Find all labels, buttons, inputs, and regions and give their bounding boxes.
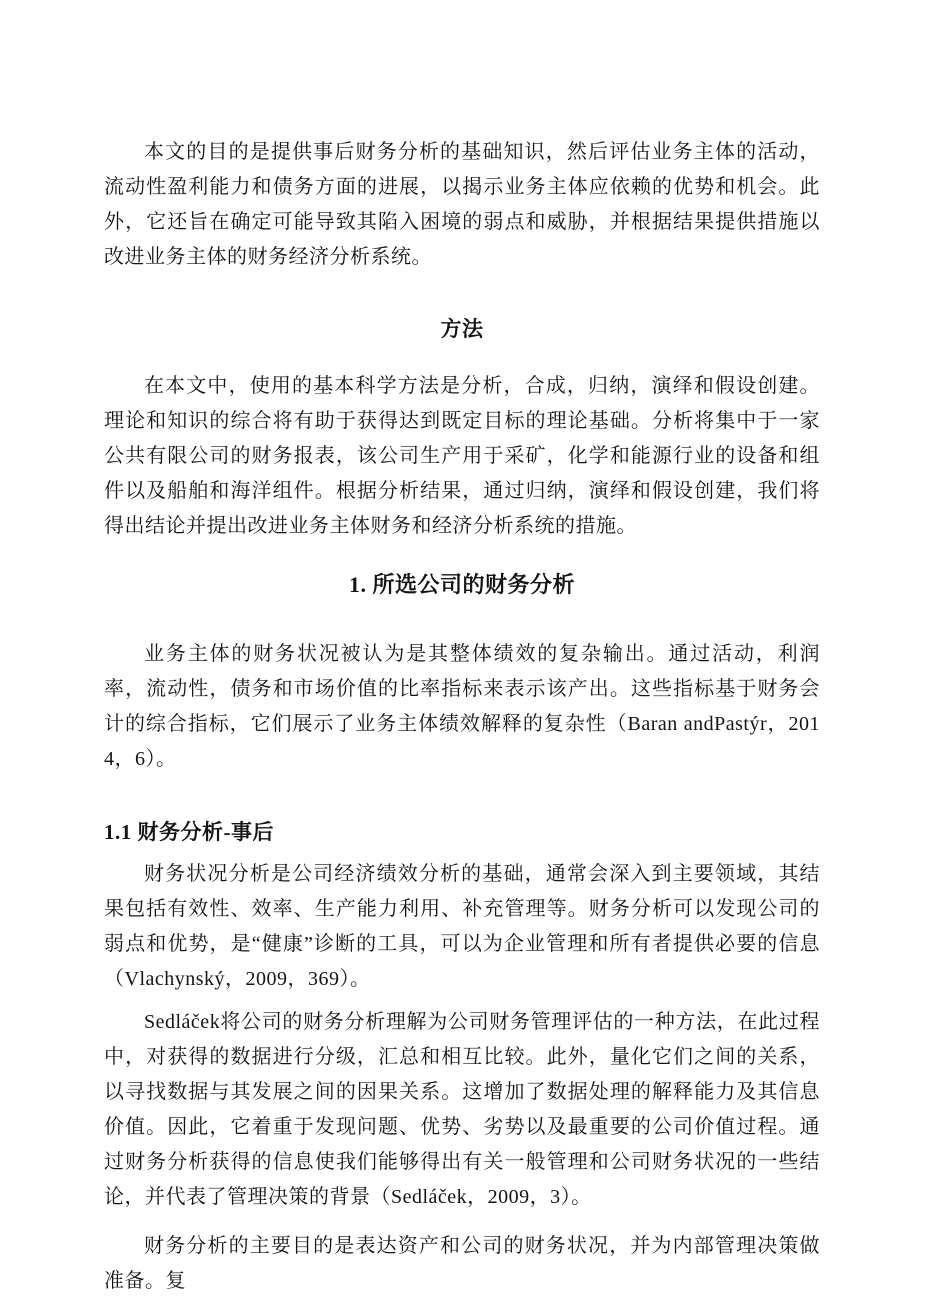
section-1-paragraph: 业务主体的财务状况被认为是其整体绩效的复杂输出。通过活动，利润率，流动性，债务和市场价值的比率指标来表示该产出。这些指标基于财务会计的综合指标，它们展示了业务主体绩效解释的复杂性（Baran andPastýr，2014，6）。 bbox=[104, 643, 820, 770]
section-1-1-paragraph-3: 财务分析的主要目的是表达资产和公司的财务状况，并为内部管理决策做准备。复 bbox=[104, 1235, 820, 1292]
section-1-1-paragraph-2: Sedláček将公司的财务分析理解为公司财务管理评估的一种方法，在此过程中，对获得的数据进行分级，汇总和相互比较。此外，量化它们之间的关系，以寻找数据与其发展之间的因果关系。这增加了数据处理的解释能力及其信息价值。因此，它着重于发现问题、优势、劣势以及最重要的公司价值过程。通过财务分析获得的信息使我们能够得出有关一般管理和公司财务状况的一些结论，并代表了管理决策的背景（Sedláček，2009，3）。 bbox=[104, 1011, 820, 1208]
section-1-1-paragraph-1: 财务状况分析是公司经济绩效分析的基础，通常会深入到主要领域，其结果包括有效性、效率、生产能力利用、补充管理等。财务分析可以发现公司的弱点和优势，是“健康”诊断的工具，可以为企业管理和所有者提供必要的信息（Vlachynský，2009，369）。 bbox=[104, 863, 820, 990]
intro-paragraph: 本文的目的是提供事后财务分析的基础知识，然后评估业务主体的活动，流动性盈利能力和债务方面的进展，以揭示业务主体应依赖的优势和机会。此外，它还旨在确定可能导致其陷入困境的弱点和威胁，并根据结果提供措施以改进业务主体的财务经济分析系统。 bbox=[104, 141, 820, 268]
methods-heading: 方法 bbox=[440, 317, 484, 341]
document-page bbox=[104, 0, 820, 1299]
section-1-heading: 1. 所选公司的财务分析 bbox=[348, 572, 575, 597]
section-1-1-heading: 1.1 财务分析-事后 bbox=[104, 820, 274, 844]
methods-paragraph: 在本文中，使用的基本科学方法是分析，合成，归纳，演绎和假设创建。理论和知识的综合将有助于获得达到既定目标的理论基础。分析将集中于一家公共有限公司的财务报表，该公司生产用于采矿，化学和能源行业的设备和组件以及船舶和海洋组件。根据分析结果，通过归纳，演绎和假设创建，我们将得出结论并提出改进业务主体财务和经济分析系统的措施。 bbox=[104, 375, 820, 537]
